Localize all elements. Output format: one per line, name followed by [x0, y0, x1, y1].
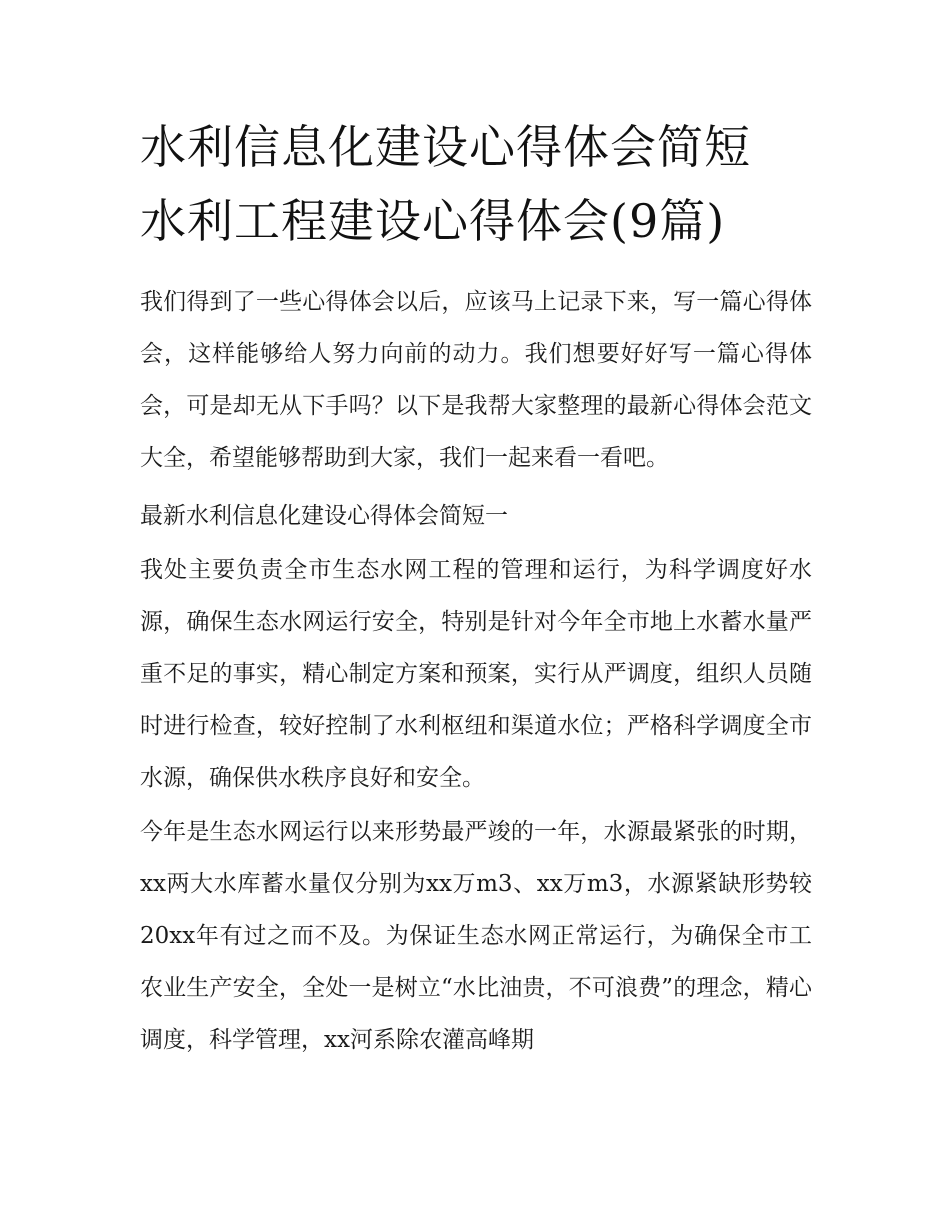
- intro-paragraph: 我们得到了一些心得体会以后，应该马上记录下来，写一篇心得体会，这样能够给人努力向前的动力。我们想要好好写一篇心得体会，可是却无从下手吗？以下是我帮大家整理的最新心得体会范文大全，希望能够帮助到大家，我们一起来看一看吧。: [140, 289, 812, 471]
- title-line-1: 水利信息化建设心得体会简短: [140, 120, 751, 174]
- section-heading: 最新水利信息化建设心得体会简短一: [140, 503, 508, 529]
- body-paragraph-1: 我处主要负责全市生态水网工程的管理和运行，为科学调度好水源，确保生态水网运行安全，特别是针对今年全市地上水蓄水量严重不足的事实，精心制定方案和预案，实行从严调度，组织人员随时进行检查，较好控制了水利枢纽和渠道水位；严格科学调度全市水源，确保供水秩序良好和安全。: [140, 557, 812, 791]
- document-body: [140, 110, 812, 1066]
- body-paragraph-2: 今年是生态水网运行以来形势最严竣的一年，水源最紧张的时期，xx两大水库蓄水量仅分别为xx万m3、xx万m3，水源紧缺形势较20xx年有过之而不及。为保证生态水网正常运行，为确保全市工农业生产安全，全处一是树立“水比油贵，不可浪费”的理念，精心调度，科学管理，xx河系除农灌高峰期: [140, 819, 812, 1053]
- document-title: [140, 110, 812, 258]
- title-line-2: 水利工程建设心得体会(9篇): [140, 194, 726, 248]
